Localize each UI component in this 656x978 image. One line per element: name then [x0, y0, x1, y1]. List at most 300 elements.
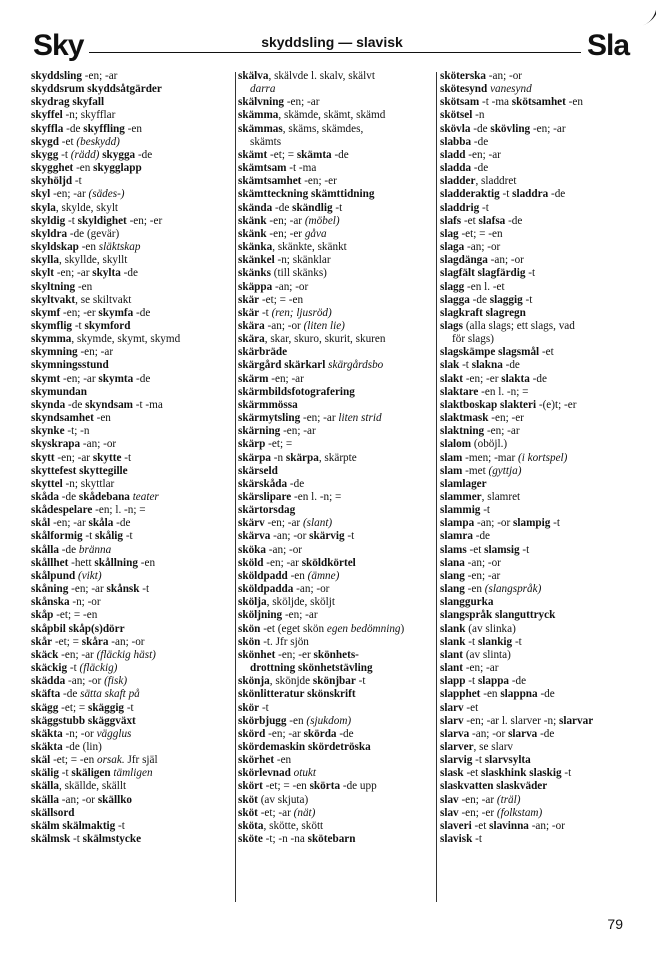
- inflection: -t: [124, 701, 134, 714]
- gloss: (nät): [293, 806, 316, 819]
- dictionary-entry-line: [31, 267, 231, 280]
- inflection: slarv: [491, 740, 514, 753]
- dictionary-entry-line: [31, 780, 231, 793]
- inflection: -n; -or: [62, 727, 97, 740]
- dictionary-entry-line: [440, 386, 633, 399]
- headword: slalom: [440, 438, 472, 451]
- inflection: -et (eget skön: [260, 622, 327, 635]
- inflection: -an; -or: [486, 70, 523, 82]
- headword: slaveri: [440, 819, 472, 832]
- headword: slask: [440, 767, 464, 780]
- dictionary-entry-line: [440, 596, 633, 609]
- headword: skänk: [238, 227, 267, 240]
- headword: slampig: [513, 517, 551, 530]
- dictionary-entry-line: [440, 215, 633, 228]
- headword: skörhet: [238, 754, 275, 767]
- dictionary-entry-line: [238, 228, 434, 241]
- headword: skönja: [238, 675, 270, 688]
- inflection: -t -ma: [479, 96, 512, 109]
- inflection: -en; -ar l. slarver -n;: [463, 714, 559, 727]
- headword: skärslipare: [238, 491, 292, 503]
- inflection: för slags): [452, 333, 494, 346]
- dictionary-entry-line: [238, 294, 434, 307]
- inflection: -de: [113, 517, 131, 530]
- dictionary-entry-line: [238, 530, 434, 543]
- headword: skådespelare: [31, 504, 93, 517]
- inflection: -en; -ar: [282, 609, 318, 622]
- dictionary-entry-line: [440, 675, 633, 688]
- dictionary-entry-line: [238, 438, 434, 451]
- headword: skärmmössa: [238, 398, 298, 411]
- inflection: -de (gevär): [67, 227, 120, 240]
- headword: slagfält slagfärdig: [440, 267, 526, 280]
- headword: slaktare: [440, 385, 479, 398]
- inflection: själ: [142, 754, 158, 767]
- headword: skärskåda: [238, 477, 288, 490]
- inflection: (till skänks): [270, 267, 327, 280]
- dictionary-entry-line: [238, 741, 434, 754]
- dictionary-entry-line: [31, 570, 231, 583]
- headword: skymta: [98, 372, 134, 385]
- dictionary-entry-line: [440, 320, 633, 333]
- inflection: -et; =: [52, 635, 82, 648]
- inflection: -n; skänklar: [274, 254, 331, 267]
- headword: skärpa: [238, 451, 271, 464]
- dictionary-entry-line: [238, 215, 434, 228]
- dictionary-entry-line: [31, 333, 231, 346]
- headword: skåpbil skåp(s)dörr: [31, 622, 125, 635]
- page-number: 79: [607, 916, 623, 932]
- inflection: -en; -er: [458, 806, 497, 819]
- inflection: -t: [72, 319, 85, 332]
- inflection: -an; -or: [469, 727, 509, 740]
- dictionary-entry-line: [238, 149, 434, 162]
- headword: skynke: [31, 425, 65, 438]
- dictionary-entry-line: [31, 688, 231, 701]
- gloss: vägglus: [96, 727, 132, 740]
- dictionary-entry-line: [238, 675, 434, 688]
- headword: skygd: [31, 135, 59, 148]
- inflection: -et; = -en: [53, 609, 98, 622]
- headword: sladd: [440, 148, 466, 161]
- dictionary-entry-line: [440, 123, 633, 136]
- inflection: -en; -ar: [266, 214, 305, 227]
- dictionary-entry-line: [238, 794, 434, 807]
- dictionary-entry-line: [31, 702, 231, 715]
- headword: skärpa: [285, 451, 319, 464]
- inflection: -et: [59, 135, 77, 148]
- headword: slagskämpe slagsmål: [440, 346, 540, 359]
- inflection: -de: [120, 267, 138, 280]
- headword: sladda: [440, 162, 472, 175]
- headword: slav: [440, 806, 459, 819]
- headword: slarvig: [440, 754, 473, 767]
- headword: slarvsylta: [484, 754, 531, 767]
- dictionary-entry-line: [440, 570, 633, 583]
- inflection: , skänkte, skänkt: [272, 241, 347, 254]
- inflection: -an; -or: [464, 241, 501, 254]
- inflection: (oböjl.): [471, 438, 508, 451]
- dictionary-entry-line: [238, 728, 434, 741]
- dictionary-entry-line: [238, 373, 434, 386]
- headword: skölja: [238, 596, 267, 609]
- inflection: -t: [115, 819, 125, 832]
- dictionary-entry-line: [238, 320, 434, 333]
- inflection: -en; -er: [463, 372, 502, 385]
- inflection: -n: [270, 451, 286, 464]
- dictionary-entry-line: [31, 320, 231, 333]
- inflection: -t: [561, 767, 572, 780]
- inflection: -de: [471, 162, 489, 175]
- dictionary-entry-line: [440, 188, 633, 201]
- inflection: -de: [502, 359, 520, 372]
- headword: skälla: [31, 793, 59, 806]
- inflection: -et; = -en: [262, 780, 310, 793]
- dictionary-entry-line: [440, 307, 633, 320]
- headword: skåla: [88, 517, 114, 530]
- inflection: -de: [133, 306, 151, 319]
- gloss: (sjukdom): [306, 714, 352, 727]
- dictionary-entry-line: [238, 491, 434, 504]
- headword: skymning: [31, 346, 78, 359]
- dictionary-entry-line: [440, 70, 633, 83]
- dictionary-entry-line: [440, 175, 633, 188]
- headword: slagdänga: [440, 254, 488, 267]
- headword: skåda: [31, 491, 59, 503]
- headword: slabba: [440, 135, 472, 148]
- left-guide-word: Sky: [33, 29, 84, 62]
- dictionary-entry-line: [440, 662, 633, 675]
- headword: slams: [440, 543, 467, 556]
- headword: sköld: [238, 556, 264, 569]
- headword: skåning: [31, 583, 69, 596]
- inflection: -et: [461, 214, 479, 227]
- inflection: -et: [471, 819, 490, 832]
- inflection: -en: [93, 412, 111, 425]
- headword: skymundan: [31, 385, 87, 398]
- inflection: -t: [459, 359, 472, 372]
- dictionary-entry-line: [238, 702, 434, 715]
- inflection: -en; -ar: [58, 648, 97, 661]
- headword: slaktmask: [440, 412, 489, 425]
- inflection: -de: [505, 214, 523, 227]
- inflection: -en: [464, 583, 485, 596]
- headword: skälmaktig: [62, 819, 116, 832]
- headword: skär: [238, 306, 260, 319]
- inflection: -en: [480, 688, 501, 701]
- inflection: -de: [470, 122, 491, 135]
- inflection: -t. Jfr: [260, 635, 291, 648]
- dictionary-entry-line: [238, 333, 434, 346]
- dictionary-entry-line: [440, 333, 633, 346]
- dictionary-entry-line: [31, 202, 231, 215]
- headword: skyltvakt: [31, 293, 76, 306]
- headword: skäggig: [87, 701, 125, 714]
- headword: skämmas: [238, 122, 283, 135]
- dictionary-entry-line: [440, 728, 633, 741]
- headword: slafsa: [478, 214, 506, 227]
- inflection: -t; -n: [64, 425, 90, 438]
- inflection: sjön: [290, 635, 309, 648]
- dictionary-entry-line: [31, 609, 231, 622]
- dictionary-entry-line: [238, 596, 434, 609]
- inflection: -t: [480, 504, 491, 517]
- headword: slarva: [440, 727, 470, 740]
- inflection: -de: [471, 135, 489, 148]
- dictionary-entry-line: [31, 70, 231, 83]
- inflection: -en l. -n; =: [291, 491, 342, 503]
- inflection: -an; -or: [474, 517, 514, 530]
- headword: skygghet: [31, 162, 74, 175]
- header-range: skyddsling — slavisk: [251, 34, 413, 50]
- headword: skötsel: [440, 109, 473, 122]
- dictionary-entry-line: [440, 623, 633, 636]
- headword: skyddsling: [31, 70, 82, 82]
- headword: slarv: [440, 714, 464, 727]
- gloss: (beskydd): [76, 135, 120, 148]
- headword: skändlig: [292, 201, 333, 214]
- inflection: -de: [287, 477, 305, 490]
- inflection: -en; -ar: [458, 793, 497, 806]
- dictionary-entry-line: [440, 346, 633, 359]
- dictionary-entry-line: [238, 386, 434, 399]
- inflection: -en; -ar: [82, 70, 118, 82]
- inflection: -en l. -et: [464, 280, 505, 293]
- headword: skyldig: [31, 214, 66, 227]
- headword: skyffel: [31, 109, 63, 122]
- headword: slamlager: [440, 477, 487, 490]
- inflection: -en; -ar: [530, 122, 566, 135]
- dictionary-entry-line: [31, 438, 231, 451]
- headword: skärbräde: [238, 346, 288, 359]
- headword: sköte: [238, 833, 263, 846]
- gloss: gåva: [304, 227, 327, 240]
- headword: skörlevnad: [238, 767, 291, 780]
- inflection: , skar, skuro, skurit, skuren: [264, 333, 386, 346]
- headword: slappna: [500, 688, 538, 701]
- inflection: skämts: [250, 135, 282, 148]
- inflection: -en; -ar: [54, 451, 93, 464]
- dictionary-entry-line: [31, 294, 231, 307]
- headword: skötebarn: [307, 833, 356, 846]
- dictionary-entry-line: [440, 399, 633, 412]
- headword: skållhet: [31, 556, 69, 569]
- headword: slampa: [440, 517, 475, 530]
- dictionary-entry-line: [440, 241, 633, 254]
- headword: skymford: [84, 319, 131, 332]
- inflection: -t: [499, 188, 513, 201]
- inflection: -et; =: [58, 701, 88, 714]
- dictionary-entry-line: [440, 294, 633, 307]
- dictionary-entry-line: [238, 767, 434, 780]
- headword: sköldpadd: [238, 569, 288, 582]
- headword: slag: [440, 227, 459, 240]
- headword: skämtsamhet: [238, 175, 302, 188]
- dictionary-entry-line: [440, 478, 633, 491]
- dictionary-entry-line: [31, 215, 231, 228]
- inflection: -t: [121, 451, 132, 464]
- dictionary-entry-line: [238, 544, 434, 557]
- dictionary-entry-line: [31, 254, 231, 267]
- headword: skylla: [31, 254, 59, 267]
- headword: slarvar: [559, 714, 594, 727]
- headword: slarver: [440, 740, 474, 753]
- gloss: (i kortspel): [517, 451, 568, 464]
- dictionary-entry-line: [31, 83, 231, 96]
- dictionary-entry-line: [238, 688, 434, 701]
- dictionary-entry-line: [440, 557, 633, 570]
- inflection: -de: [529, 372, 547, 385]
- headword: skygglapp: [93, 162, 142, 175]
- headword: skynda: [31, 398, 66, 411]
- inflection: , skällde, skällt: [58, 780, 127, 793]
- dictionary-entry-line: [238, 399, 434, 412]
- headword: slang: [440, 569, 465, 582]
- headword: skänka: [238, 241, 273, 254]
- dictionary-entry-line: [440, 820, 633, 833]
- inflection: -t: [259, 701, 269, 714]
- headword: skymma: [31, 333, 72, 346]
- headword: sköta: [238, 819, 264, 832]
- inflection: -en; -er: [266, 227, 305, 240]
- dictionary-entry-line: [31, 530, 231, 543]
- inflection: (av slinta): [463, 648, 511, 661]
- dictionary-entry-line: [31, 807, 231, 820]
- inflection: -en; -ar: [464, 569, 501, 582]
- headword: skål: [31, 517, 51, 530]
- gloss: (fläckig häst): [96, 648, 156, 661]
- headword: skylta: [92, 267, 121, 280]
- dictionary-entry-line: [238, 517, 434, 530]
- inflection: -de: [548, 188, 566, 201]
- dictionary-entry-line: [440, 452, 633, 465]
- inflection: Jfr: [124, 754, 143, 767]
- inflection: -(e)t; -er: [536, 398, 577, 411]
- headword: skämt: [238, 148, 268, 161]
- inflection: -en; -ar: [465, 148, 501, 161]
- dictionary-entry-line: [31, 491, 231, 504]
- gloss: (slant): [302, 517, 333, 530]
- headword: sladder: [440, 175, 476, 188]
- dictionary-entry-line: [31, 425, 231, 438]
- inflection: -t: [259, 306, 272, 319]
- headword: slavisk: [440, 833, 473, 846]
- dictionary-entry-line: [238, 609, 434, 622]
- headword: slaggig: [489, 293, 523, 306]
- inflection: -n; -or: [69, 596, 101, 609]
- inflection: -en; l. -n; =: [92, 504, 146, 517]
- inflection: -an; -or: [272, 280, 309, 293]
- inflection: -en; -ar: [300, 412, 339, 425]
- dictionary-entry-line: [31, 833, 231, 846]
- headword: skärseld: [238, 464, 278, 477]
- headword: skåra: [81, 635, 109, 648]
- inflection: -et: [466, 543, 485, 556]
- headword: skön: [238, 622, 261, 635]
- headword: skytt: [31, 451, 55, 464]
- headword: skålformig: [31, 530, 83, 543]
- headword: skönlitteratur skönskrift: [238, 688, 356, 701]
- inflection: -de upp: [340, 780, 377, 793]
- headword: skyffling: [83, 122, 125, 135]
- dictionary-entry-line: [440, 162, 633, 175]
- inflection: -an; -or: [487, 254, 524, 267]
- headword: slaskvatten slaskväder: [440, 780, 548, 793]
- dictionary-entry-line: [440, 649, 633, 662]
- inflection: -en: [124, 122, 142, 135]
- inflection: -en; -ar: [54, 267, 93, 280]
- inflection: -et; -ar: [257, 806, 294, 819]
- headword: skålig: [95, 530, 124, 543]
- headword: sköldpadda: [238, 583, 294, 596]
- inflection: ): [400, 622, 405, 635]
- inflection: -et; =: [267, 148, 297, 161]
- inflection: -an; -or: [270, 530, 310, 543]
- headword: skämta: [296, 148, 332, 161]
- headword: skört: [238, 780, 263, 793]
- dictionary-entry-line: [238, 83, 434, 96]
- dictionary-entry-line: [31, 596, 231, 609]
- inflection: -met: [462, 464, 489, 477]
- dictionary-entry-line: [31, 228, 231, 241]
- headword: skyldskap: [31, 241, 79, 254]
- gloss: (möbel): [304, 214, 340, 227]
- dictionary-entry-line: [31, 583, 231, 596]
- inflection: , skäms, skämdes,: [282, 122, 364, 135]
- dictionary-entry-line: [31, 412, 231, 425]
- headword: skära: [238, 333, 265, 346]
- inflection: , skyllde, skyllt: [58, 254, 128, 267]
- dictionary-entry-line: [440, 517, 633, 530]
- inflection: -de: [59, 491, 79, 503]
- dictionary-entry-line: [238, 583, 434, 596]
- dictionary-entry-line: [238, 96, 434, 109]
- headword: slangspråk slanguttryck: [440, 609, 556, 622]
- headword: skötsam: [440, 96, 480, 109]
- inflection: -en; -er: [126, 214, 163, 227]
- page-header: [33, 30, 631, 66]
- inflection: -an; -or: [528, 819, 565, 832]
- dictionary-entry-line: [31, 465, 231, 478]
- headword: slaskig: [529, 767, 562, 780]
- headword: skäfta: [31, 688, 61, 701]
- dictionary-entry-line: [31, 188, 231, 201]
- headword: skyldighet: [77, 214, 127, 227]
- headword: skår: [31, 635, 53, 648]
- headword: skäggstubb skäggväxt: [31, 714, 136, 727]
- headword: skönhets-: [313, 648, 359, 661]
- headword: skygg: [31, 148, 59, 161]
- headword: skärp: [238, 438, 266, 451]
- dictionary-entry-line: [238, 241, 434, 254]
- inflection: -en: [274, 754, 292, 767]
- gloss: (liten lie): [303, 319, 345, 332]
- headword: skyl: [31, 188, 51, 201]
- dictionary-entry-line: [440, 267, 633, 280]
- dictionary-entry-line: [440, 96, 633, 109]
- dictionary-entry-line: [31, 175, 231, 188]
- gloss: (sädes-): [88, 188, 125, 201]
- headword: skålpund: [31, 569, 76, 582]
- headword: skänk: [238, 214, 267, 227]
- headword: skädda: [31, 675, 66, 688]
- headword: skötsamhet: [511, 96, 566, 109]
- dictionary-entry-line: [238, 715, 434, 728]
- inflection: -t: [522, 293, 533, 306]
- inflection: (av skjuta): [257, 793, 309, 806]
- dictionary-entry-line: [440, 504, 633, 517]
- gloss: sätta skaft på: [80, 688, 140, 701]
